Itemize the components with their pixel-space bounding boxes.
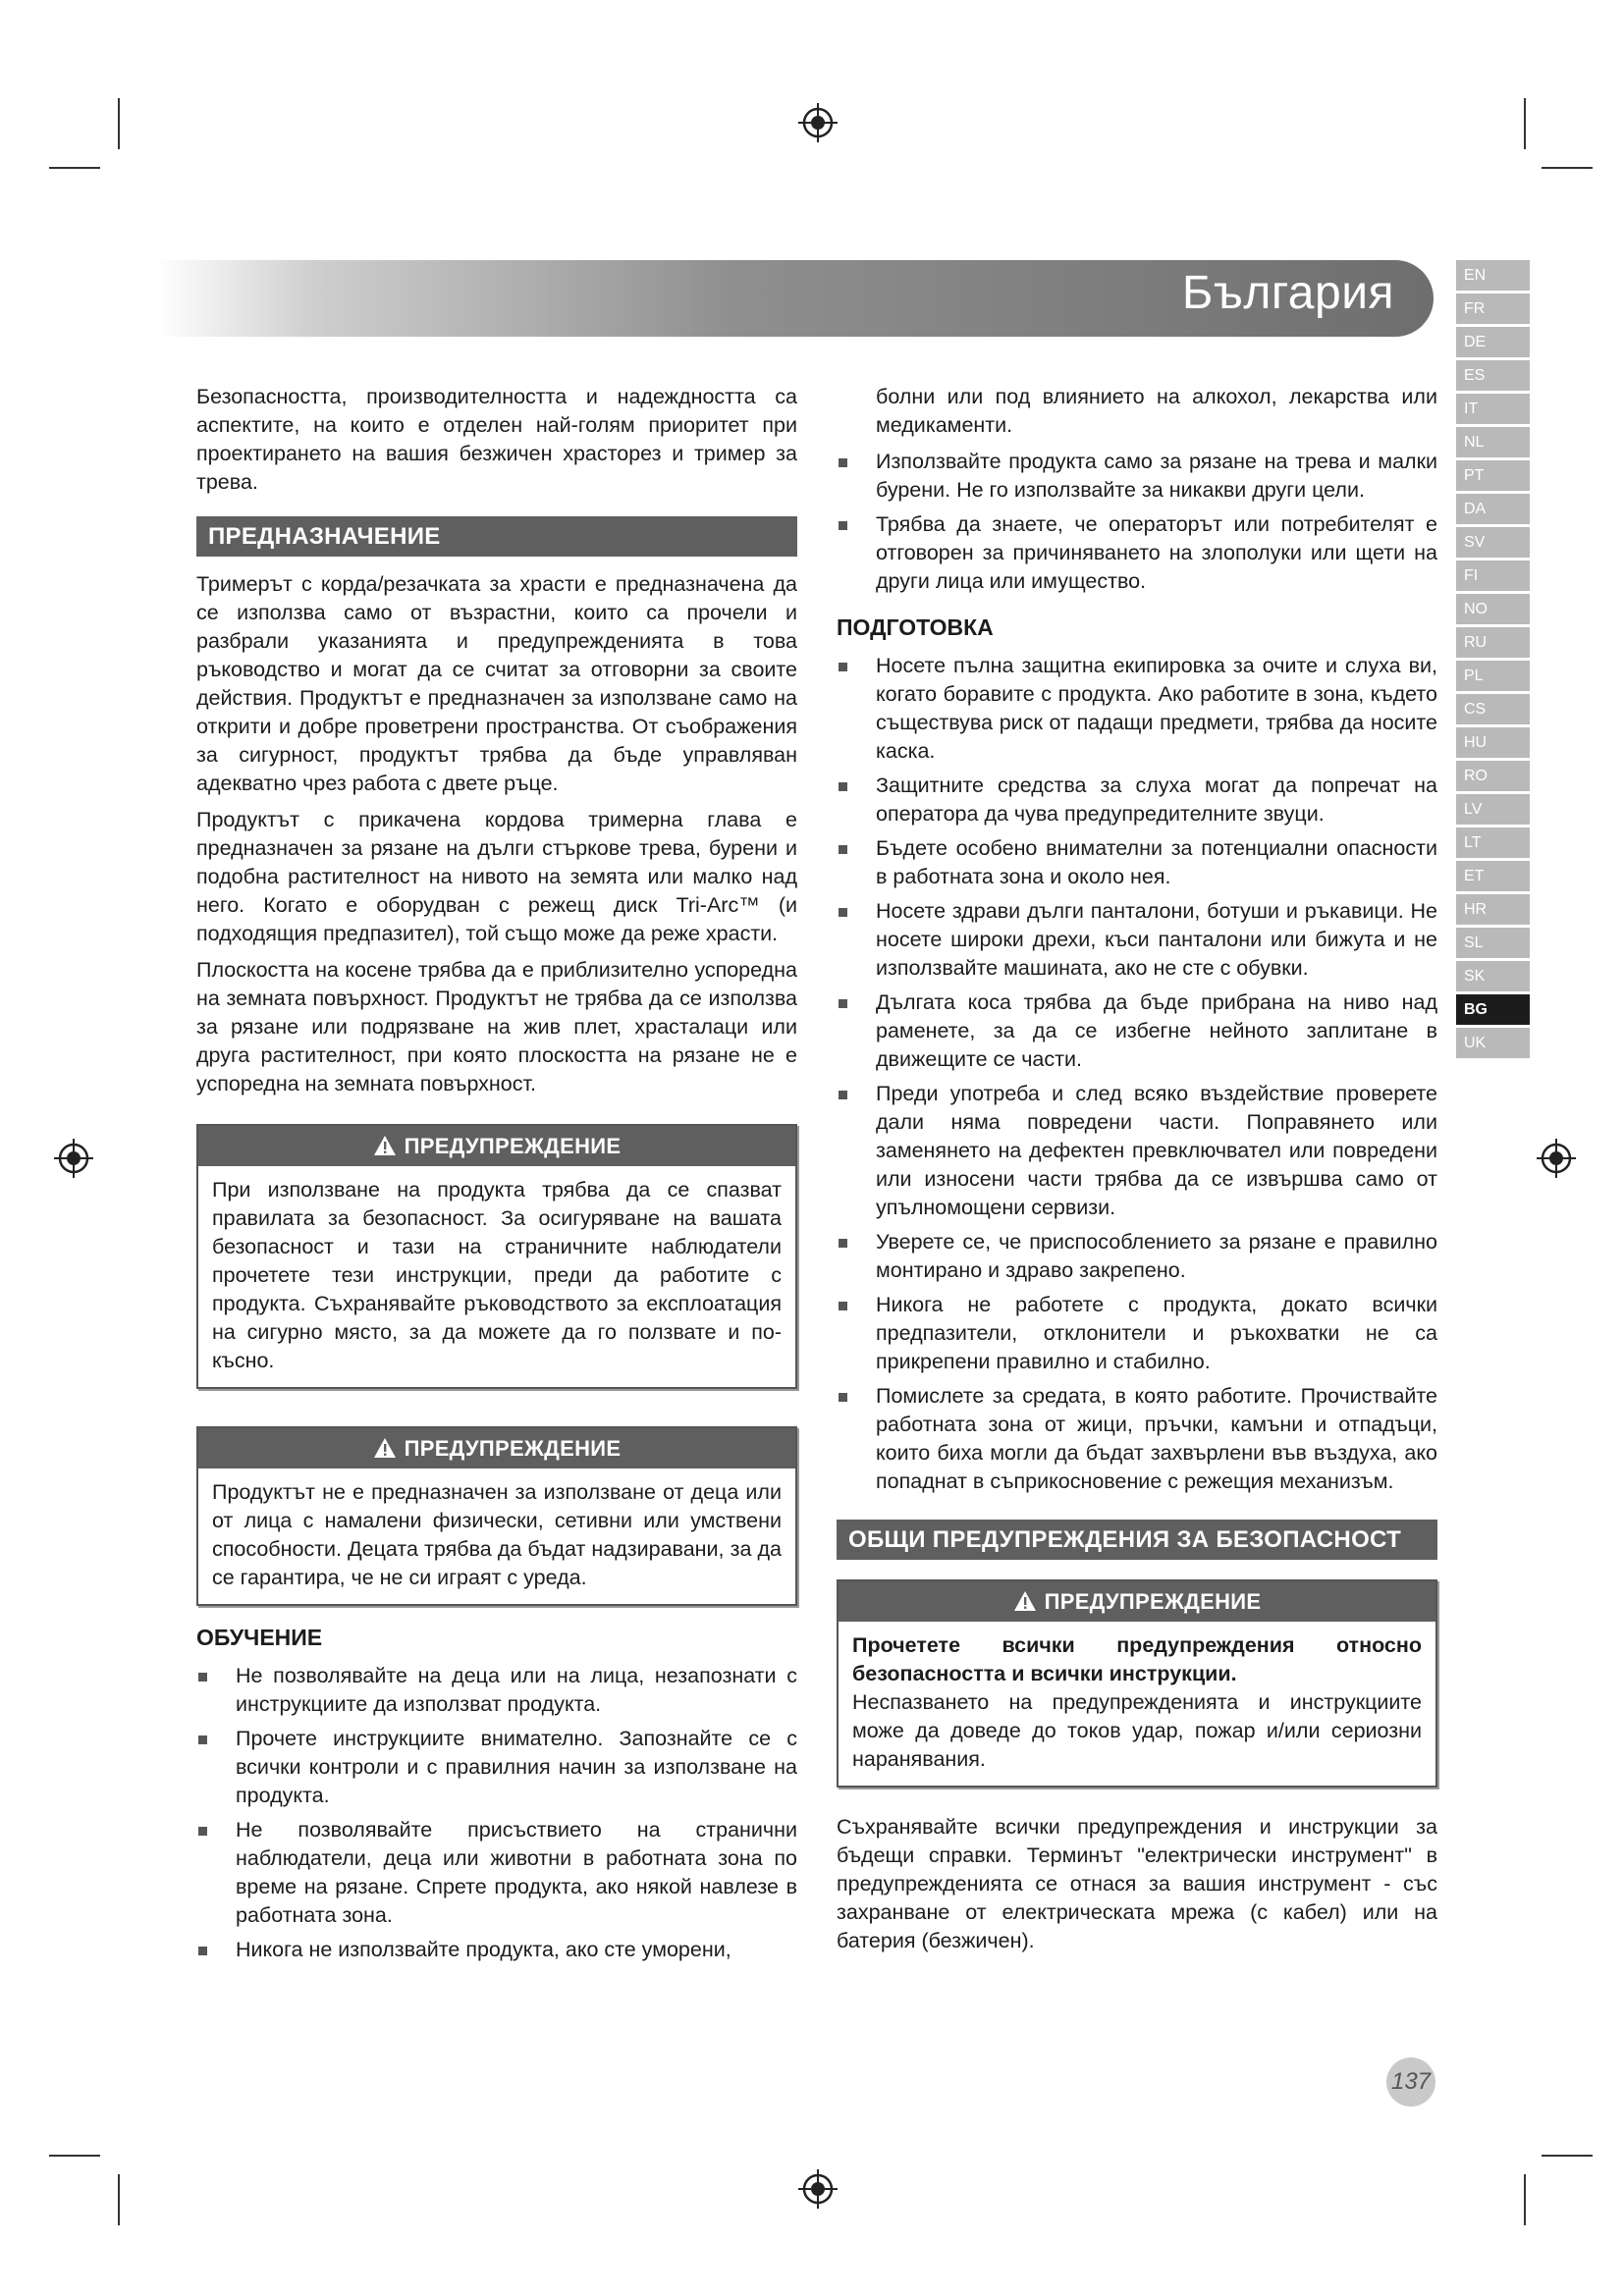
warning-box (837, 1579, 1437, 1788)
warning-text: Продуктът не е предназначен за използване от деца или от лица с намалени физически, сетивни или умствени способности. Децата трябва да бъдат надзиравани, за да се гарантира, че не си играят с уреда. (212, 1480, 782, 1589)
crop-mark (1524, 98, 1526, 149)
crop-mark (118, 2174, 120, 2225)
list-item: Прочете инструкциите внимателно. Запознайте се с всички контроли и с правилния начин за използване на продукта. (196, 1725, 797, 1810)
crop-mark (49, 167, 100, 169)
closing-paragraph: Съхранявайте всички предупреждения и инструкции за бъдещи справки. Терминът "електрически инструмент" в предупрежденията се отнася за вашия инструмент - със захранване от електрическата мрежа (с кабел) или на батерия (безжичен). (837, 1815, 1437, 1952)
warning-triangle-icon (373, 1437, 397, 1459)
section-heading-training: ОБУЧЕНИЕ (196, 1625, 323, 1650)
lang-tab-fi[interactable]: FI (1456, 561, 1530, 591)
lang-tab-en[interactable]: EN (1456, 260, 1530, 291)
lang-tab-bg[interactable]: BG (1456, 994, 1530, 1025)
lang-tab-lt[interactable]: LT (1456, 828, 1530, 858)
registration-mark-icon (1537, 1139, 1576, 1178)
list-item: Помислете за средата, в която работите. Прочиствайте работната зона от жици, пръчки, камъни и отпадъци, които биха могли да бъдат захвърлени във въздуха, ако попаднат в съприкосновение с режещия механизъм. (837, 1382, 1437, 1496)
lang-tab-no[interactable]: NO (1456, 594, 1530, 624)
lang-tab-hu[interactable]: HU (1456, 727, 1530, 758)
bullet-icon (839, 1302, 847, 1310)
warning-triangle-icon (373, 1135, 397, 1156)
warning-text: Неспазването на предупрежденията и инструкциите може да доведе до токов удар, пожар и/или сериозни наранявания. (852, 1690, 1422, 1771)
language-tabs (1456, 260, 1530, 1061)
list-item: Не позволявайте на деца или на лица, незапознати с инструкциите да използват продукта. (196, 1662, 797, 1719)
warning-bold-text: Прочетете всички предупреждения относно безопасността и всички инструкции. (852, 1633, 1422, 1685)
warning-header (198, 1126, 795, 1166)
list-item: Дългата коса трябва да бъде прибрана на ниво над раменете, за да се избегне нейното заплитане в движещите се части. (837, 988, 1437, 1074)
list-item: Трябва да знаете, че операторът или потребителят е отговорен за причиняването на злополуки или щети на други лица или имущество. (837, 510, 1437, 596)
crop-mark (1542, 2155, 1593, 2157)
section-heading-purpose: ПРЕДНАЗНАЧЕНИЕ (196, 516, 797, 557)
registration-mark-icon (54, 1139, 93, 1178)
continued-paragraph: болни или под влиянието на алкохол, лекарства или медикаменти. (876, 385, 1437, 437)
bullet-icon (198, 1673, 207, 1682)
header-banner (157, 260, 1434, 337)
warning-body (198, 1166, 795, 1387)
lang-tab-pt[interactable]: PT (1456, 460, 1530, 491)
lang-tab-it[interactable]: IT (1456, 394, 1530, 424)
bullet-icon (839, 458, 847, 467)
lang-tab-lv[interactable]: LV (1456, 794, 1530, 825)
lang-tab-hr[interactable]: HR (1456, 894, 1530, 925)
lang-tab-cs[interactable]: CS (1456, 694, 1530, 724)
list-item: Преди употреба и след всяко въздействие проверете дали няма повредени части. Поправянето или заменянето на дефектен превключвател или повредени или износени части трябва да се извършва само от упълномощени сервизи. (837, 1080, 1437, 1222)
list-item: Никога не използвайте продукта, ако сте уморени, (196, 1936, 797, 1964)
list-item: Бъдете особено внимателни за потенциални опасности в работната зона и около нея. (837, 834, 1437, 891)
list-item: Не позволявайте присъствието на странични наблюдатели, деца или животни в работната зона по време на рязане. Спрете продукта, ако някой навлезе в работната зона. (196, 1816, 797, 1930)
bullet-icon (839, 521, 847, 530)
lang-tab-ro[interactable]: RO (1456, 761, 1530, 791)
lang-tab-et[interactable]: ET (1456, 861, 1530, 891)
warning-header (839, 1581, 1435, 1622)
warning-text: При използване на продукта трябва да се спазват правилата за безопасност. За осигуряване на вашата безопасност и тази на страничните наблюдатели прочетете тези инструкции, преди да работите с продукта. Съхранявайте ръководството за експлоатация на сигурно място, за да можете да го ползвате и по-късно. (212, 1178, 782, 1372)
training-list (196, 1662, 797, 1964)
bullet-icon (839, 908, 847, 917)
warning-triangle-icon (1013, 1590, 1037, 1612)
section-heading-preparation: ПОДГОТОВКА (837, 614, 994, 640)
section-heading-general-safety: ОБЩИ ПРЕДУПРЕЖДЕНИЯ ЗА БЕЗОПАСНОСТ (837, 1520, 1437, 1560)
usage-list (837, 448, 1437, 596)
crop-mark (1542, 167, 1593, 169)
warning-box (196, 1124, 797, 1389)
lang-tab-sv[interactable]: SV (1456, 527, 1530, 558)
bullet-icon (198, 1827, 207, 1836)
lang-tab-sk[interactable]: SK (1456, 961, 1530, 991)
list-item: Защитните средства за слуха могат да попречат на оператора да чува предупредителните звуци. (837, 772, 1437, 828)
purpose-paragraph: Тримерът с корда/резачката за храсти е предназначена да се използва само от възрастни, които са прочели и разбрали указанията и предупрежденията в това ръководство и могат да се считат за отговорни за своите действия. Продуктът е предназначен за използване само на открити и добре проветрени пространства. От съображения за сигурност, продуктът трябва да бъде управляван адекватно чрез работа с двете ръце. (196, 572, 797, 795)
preparation-list (837, 652, 1437, 1496)
right-column (837, 383, 1437, 1963)
crop-mark (49, 2155, 100, 2157)
lang-tab-es[interactable]: ES (1456, 360, 1530, 391)
bullet-icon (839, 1239, 847, 1248)
intro-paragraph: Безопасността, производителността и надеждността са аспектите, на които е отделен най-голям приоритет при проектирането на вашия безжичен храсторез и тример за трева. (196, 385, 797, 494)
purpose-paragraph: Продуктът с прикачена кордова тримерна глава е предназначен за рязане на дълги стъркове трева, бурени и подобна растителност на нивото на земята или малко над него. Когато е оборудван с режещ диск Tri-Arc™ (и подходящия предпазител), той също може да реже храсти. (196, 808, 797, 945)
warning-title: ПРЕДУПРЕЖДЕНИЕ (404, 1436, 622, 1461)
lang-tab-fr[interactable]: FR (1456, 294, 1530, 324)
registration-mark-icon (798, 103, 838, 142)
bullet-icon (839, 999, 847, 1008)
warning-box (196, 1426, 797, 1606)
registration-mark-icon (798, 2169, 838, 2209)
lang-tab-sl[interactable]: SL (1456, 928, 1530, 958)
lang-tab-uk[interactable]: UK (1456, 1028, 1530, 1058)
bullet-icon (198, 1735, 207, 1744)
bullet-icon (839, 1091, 847, 1099)
list-item: Уверете се, че приспособлението за рязане е правилно монтирано и здраво закрепено. (837, 1228, 1437, 1285)
lang-tab-de[interactable]: DE (1456, 327, 1530, 357)
page-title: България (1181, 267, 1394, 319)
bullet-icon (198, 1947, 207, 1955)
lang-tab-pl[interactable]: PL (1456, 661, 1530, 691)
crop-mark (118, 98, 120, 149)
warning-header (198, 1428, 795, 1468)
warning-body (198, 1468, 795, 1604)
left-column (196, 383, 797, 1970)
page-number: 137 (1386, 2057, 1435, 2107)
list-item: Носете пълна защитна екипировка за очите и слуха ви, когато боравите с продукта. Ако работите в зона, където съществува риск от падащи предмети, трябва да носите каска. (837, 652, 1437, 766)
lang-tab-nl[interactable]: NL (1456, 427, 1530, 457)
purpose-paragraph: Плоскостта на косене трябва да е приблизително успоредна на земната повърхност. Продуктът не трябва да се използва за рязане или подрязване на жив плет, храсталаци или друга растителност, при която плоскостта на рязане не е успоредна на земната повърхност. (196, 958, 797, 1095)
crop-mark (1524, 2174, 1526, 2225)
bullet-icon (839, 1393, 847, 1402)
bullet-icon (839, 663, 847, 671)
list-item: Носете здрави дълги панталони, ботуши и ръкавици. Не носете широки дрехи, къси панталони или бижута и не използвайте машината, ако не сте с обувки. (837, 897, 1437, 983)
list-item: Никога не работете с продукта, докато всички предпазители, отклонители и ръкохватки не са прикрепени правилно и стабилно. (837, 1291, 1437, 1376)
lang-tab-da[interactable]: DA (1456, 494, 1530, 524)
bullet-icon (839, 782, 847, 791)
lang-tab-ru[interactable]: RU (1456, 627, 1530, 658)
list-item: Използвайте продукта само за рязане на трева и малки бурени. Не го използвайте за никакви други цели. (837, 448, 1437, 505)
warning-title: ПРЕДУПРЕЖДЕНИЕ (404, 1134, 622, 1158)
warning-title: ПРЕДУПРЕЖДЕНИЕ (1044, 1589, 1262, 1614)
warning-body (839, 1622, 1435, 1786)
bullet-icon (839, 845, 847, 854)
